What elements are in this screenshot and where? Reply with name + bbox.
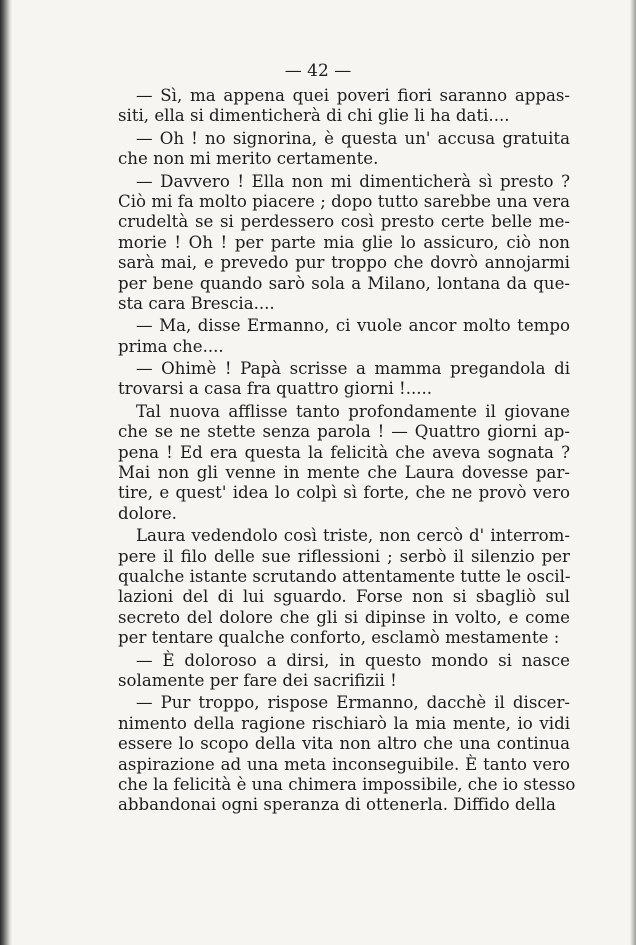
text-line: Laura vedendolo così triste, non cercò d' interrom-: [136, 526, 570, 546]
paragraph-gap: [118, 816, 570, 818]
text-line: per tentare qualche conforto, esclamò mestamente :: [118, 628, 560, 648]
body-text: [118, 86, 576, 818]
text-line: aspirazione ad una meta inconseguibile. È tanto vero: [118, 754, 570, 774]
page-outer-edge: [630, 0, 636, 945]
text-line: sta cara Brescia....: [118, 293, 275, 313]
paragraph: [118, 651, 570, 692]
paragraph: [118, 359, 570, 400]
text-line: Tal nuova afflisse tanto profondamente il giovane: [136, 401, 570, 421]
text-line: — Oh ! no signorina, è questa un' accusa gratuita: [136, 128, 570, 148]
paragraph: [118, 316, 570, 357]
paragraph: [118, 402, 570, 524]
text-line: Mai non gli venne in mente che Laura dovesse par-: [118, 463, 570, 483]
text-line: — Davvero ! Ella non mi dimenticherà sì presto ?: [136, 171, 570, 191]
text-line: crudeltà se si perdessero così presto certe belle me-: [118, 212, 570, 232]
text-line: pere il filo delle sue riflessioni ; serbò il silenzio per: [118, 546, 570, 566]
text-line: lazioni del di lui sguardo. Forse non si sbagliò sul: [118, 587, 570, 607]
text-line: qualche istante scrutando attentamente tutte le oscil-: [118, 566, 571, 586]
text-line: nimento della ragione rischiarò la mia mente, io vidi: [118, 713, 570, 733]
text-line: che non mi merito certamente.: [118, 149, 379, 169]
text-line: morie ! Oh ! per parte mia glie lo assicuro, ciò non: [118, 232, 570, 252]
text-line: essere lo scopo della vita non altro che una continua: [118, 734, 570, 754]
text-line: prima che....: [118, 336, 224, 356]
text-line: sarà mai, e prevedo pur troppo che dovrò annojarmi: [118, 253, 570, 273]
text-line: — Ma, disse Ermanno, ci vuole ancor molto tempo: [136, 316, 570, 336]
text-line: trovarsi a casa fra quattro giorni !.....: [118, 379, 433, 399]
text-line: pena ! Ed era questa la felicità che aveva sognata ?: [118, 442, 570, 462]
text-line: dolore.: [118, 503, 177, 523]
paragraph: [118, 526, 570, 648]
paragraph: [118, 693, 576, 815]
page-number: — 42 —: [284, 61, 352, 81]
text-line: Ciò mi fa molto piacere ; dopo tutto sarebbe una vera: [118, 191, 570, 211]
page-binding-edge: [0, 0, 12, 945]
text-line: tire, e quest' idea lo colpì sì forte, che ne provò vero: [118, 483, 570, 503]
text-line: — È doloroso a dirsi, in questo mondo si nasce: [136, 650, 570, 670]
text-line: — Ohimè ! Papà scrisse a mamma pregandola di: [136, 359, 570, 379]
text-line: — Sì, ma appena quei poveri fiori saranno appas-: [136, 86, 570, 105]
text-line: abbandonai ogni speranza di ottenerla. Diffido della: [118, 795, 556, 815]
text-line: che se ne stette senza parola ! — Quattro giorni ap-: [118, 422, 570, 442]
text-line: che la felicità è una chimera impossibile, che io stesso: [118, 774, 576, 794]
text-line: solamente per fare dei sacrifizii !: [118, 670, 397, 690]
text-line: per bene quando sarò sola a Milano, lontana da que-: [118, 273, 570, 293]
text-line: — Pur troppo, rispose Ermanno, dacchè il discer-: [136, 693, 570, 713]
paragraph: [118, 172, 570, 315]
text-line: siti, ella si dimenticherà di chi glie li ha dati....: [118, 106, 510, 126]
paragraph: [118, 129, 570, 170]
text-line: secreto del dolore che gli si dipinse in volto, e come: [118, 607, 570, 627]
paragraph: [118, 86, 570, 127]
